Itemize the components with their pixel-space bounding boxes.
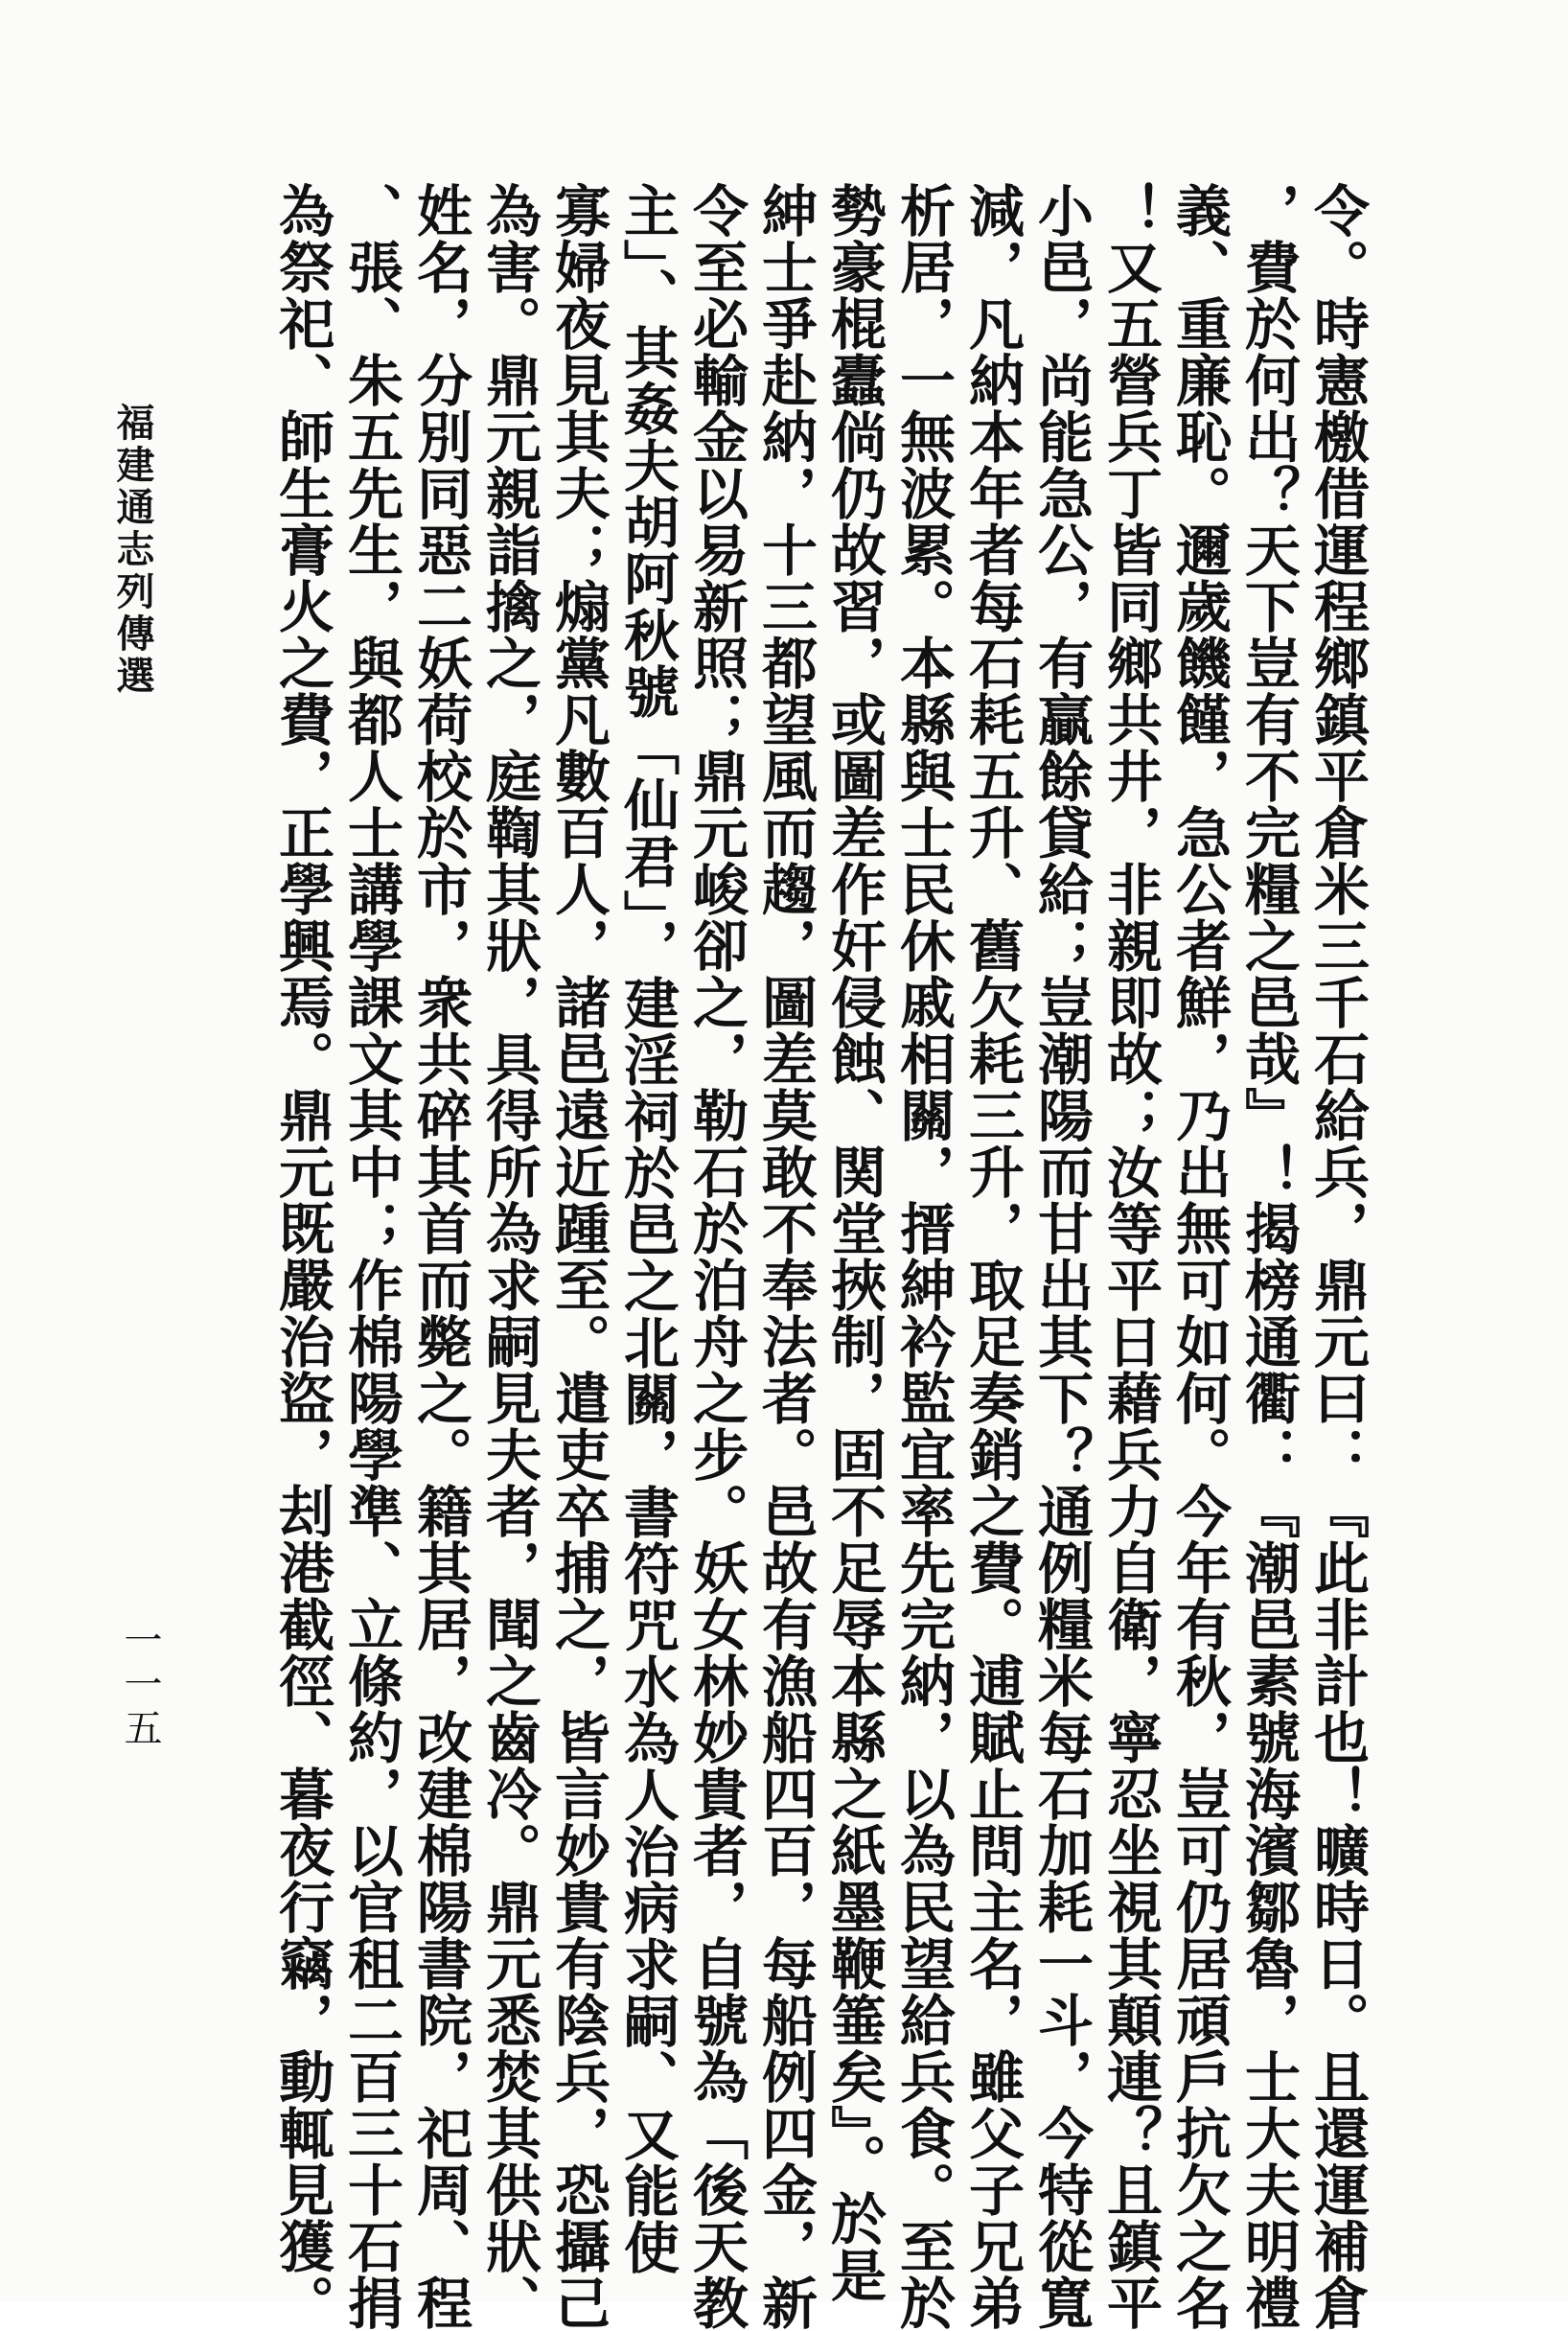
page-number: 一一五 (118, 1620, 162, 1752)
text-column-13: 為害。鼎元親詣擒之，庭鞫其狀，具得所為求嗣見夫者，聞之齒冷。鼎元悉焚其供狀、 (476, 182, 542, 2331)
text-column-1: 令。時憲檄借運程鄉鎮平倉米三千石給兵，鼎元曰：『此非計也！曠時日。且還運補倉 (1304, 182, 1370, 2331)
text-column-15: 、張、朱五先生，與都人士講學課文其中；作棉陽學準、立條約，以官租二百三十石捐 (338, 182, 404, 2331)
text-column-16: 為祭祀、師生膏火之費，正學興焉。鼎元既嚴治盜，刦港截徑、暮夜行竊，動輒見獲。 (269, 182, 334, 2331)
main-text-body (267, 182, 1372, 2331)
text-column-7: 析居，一無波累。本縣與士民休戚相關，搢紳衿監宜率先完納，以為民望給兵食。至於 (890, 182, 956, 2331)
text-column-11: 主」、其姦夫胡阿秋號「仙君」，建淫祠於邑之北關，書符咒水為人治病求嗣、又能使 (614, 182, 680, 2275)
text-column-12: 寡婦夜見其夫；煽黨凡數百人，諸邑遠近踵至。遣吏卒捕之，皆言妙貴有陰兵，恐攝己 (545, 182, 611, 2331)
text-column-4: ！又五營兵丁皆同鄉共井，非親即故；汝等平日藉兵力自衛，寧忍坐視其顛連？且鎮平 (1097, 182, 1163, 2331)
text-column-2: ，費於何出？天下豈有不完糧之邑哉』！揭榜通衢：『潮邑素號海濱鄒魯，士大夫明禮 (1235, 182, 1301, 2331)
running-title: 福建通志列傳選 (110, 403, 155, 698)
text-column-3: 義、重廉恥。邇歲饑饉，急公者鮮，乃出無可如何。今年有秋，豈可仍居頑戶抗欠之名 (1166, 182, 1232, 2331)
text-column-6: 減，凡納本年者每石耗五升、舊欠耗三升，取足奏銷之費。逋賦止問主名，雖父子兄弟 (959, 182, 1025, 2331)
text-column-9: 紳士爭赴納，十三都望風而趨，圖差莫敢不奉法者。邑故有漁船四百，每船例四金，新 (752, 182, 818, 2331)
text-column-5: 小邑，尚能急公，有贏餘貸給；豈潮陽而甘出其下？通例糧米每石加耗一斗，今特從寬 (1028, 182, 1094, 2331)
text-column-10: 令至必輸金以易新照；鼎元峻卻之，勒石於泊舟之步。妖女林妙貴者，自號為「後天教 (683, 182, 749, 2331)
text-column-8: 勢豪棍蠹倘仍故習，或圖差作奸侵蝕、関堂挾制，固不足辱本縣之紙墨鞭箠矣』。於是 (821, 182, 887, 2303)
text-column-14: 姓名，分別同惡二妖荷校於市，衆共碎其首而斃之。籍其居，改建棉陽書院，祀周、程 (407, 182, 473, 2331)
